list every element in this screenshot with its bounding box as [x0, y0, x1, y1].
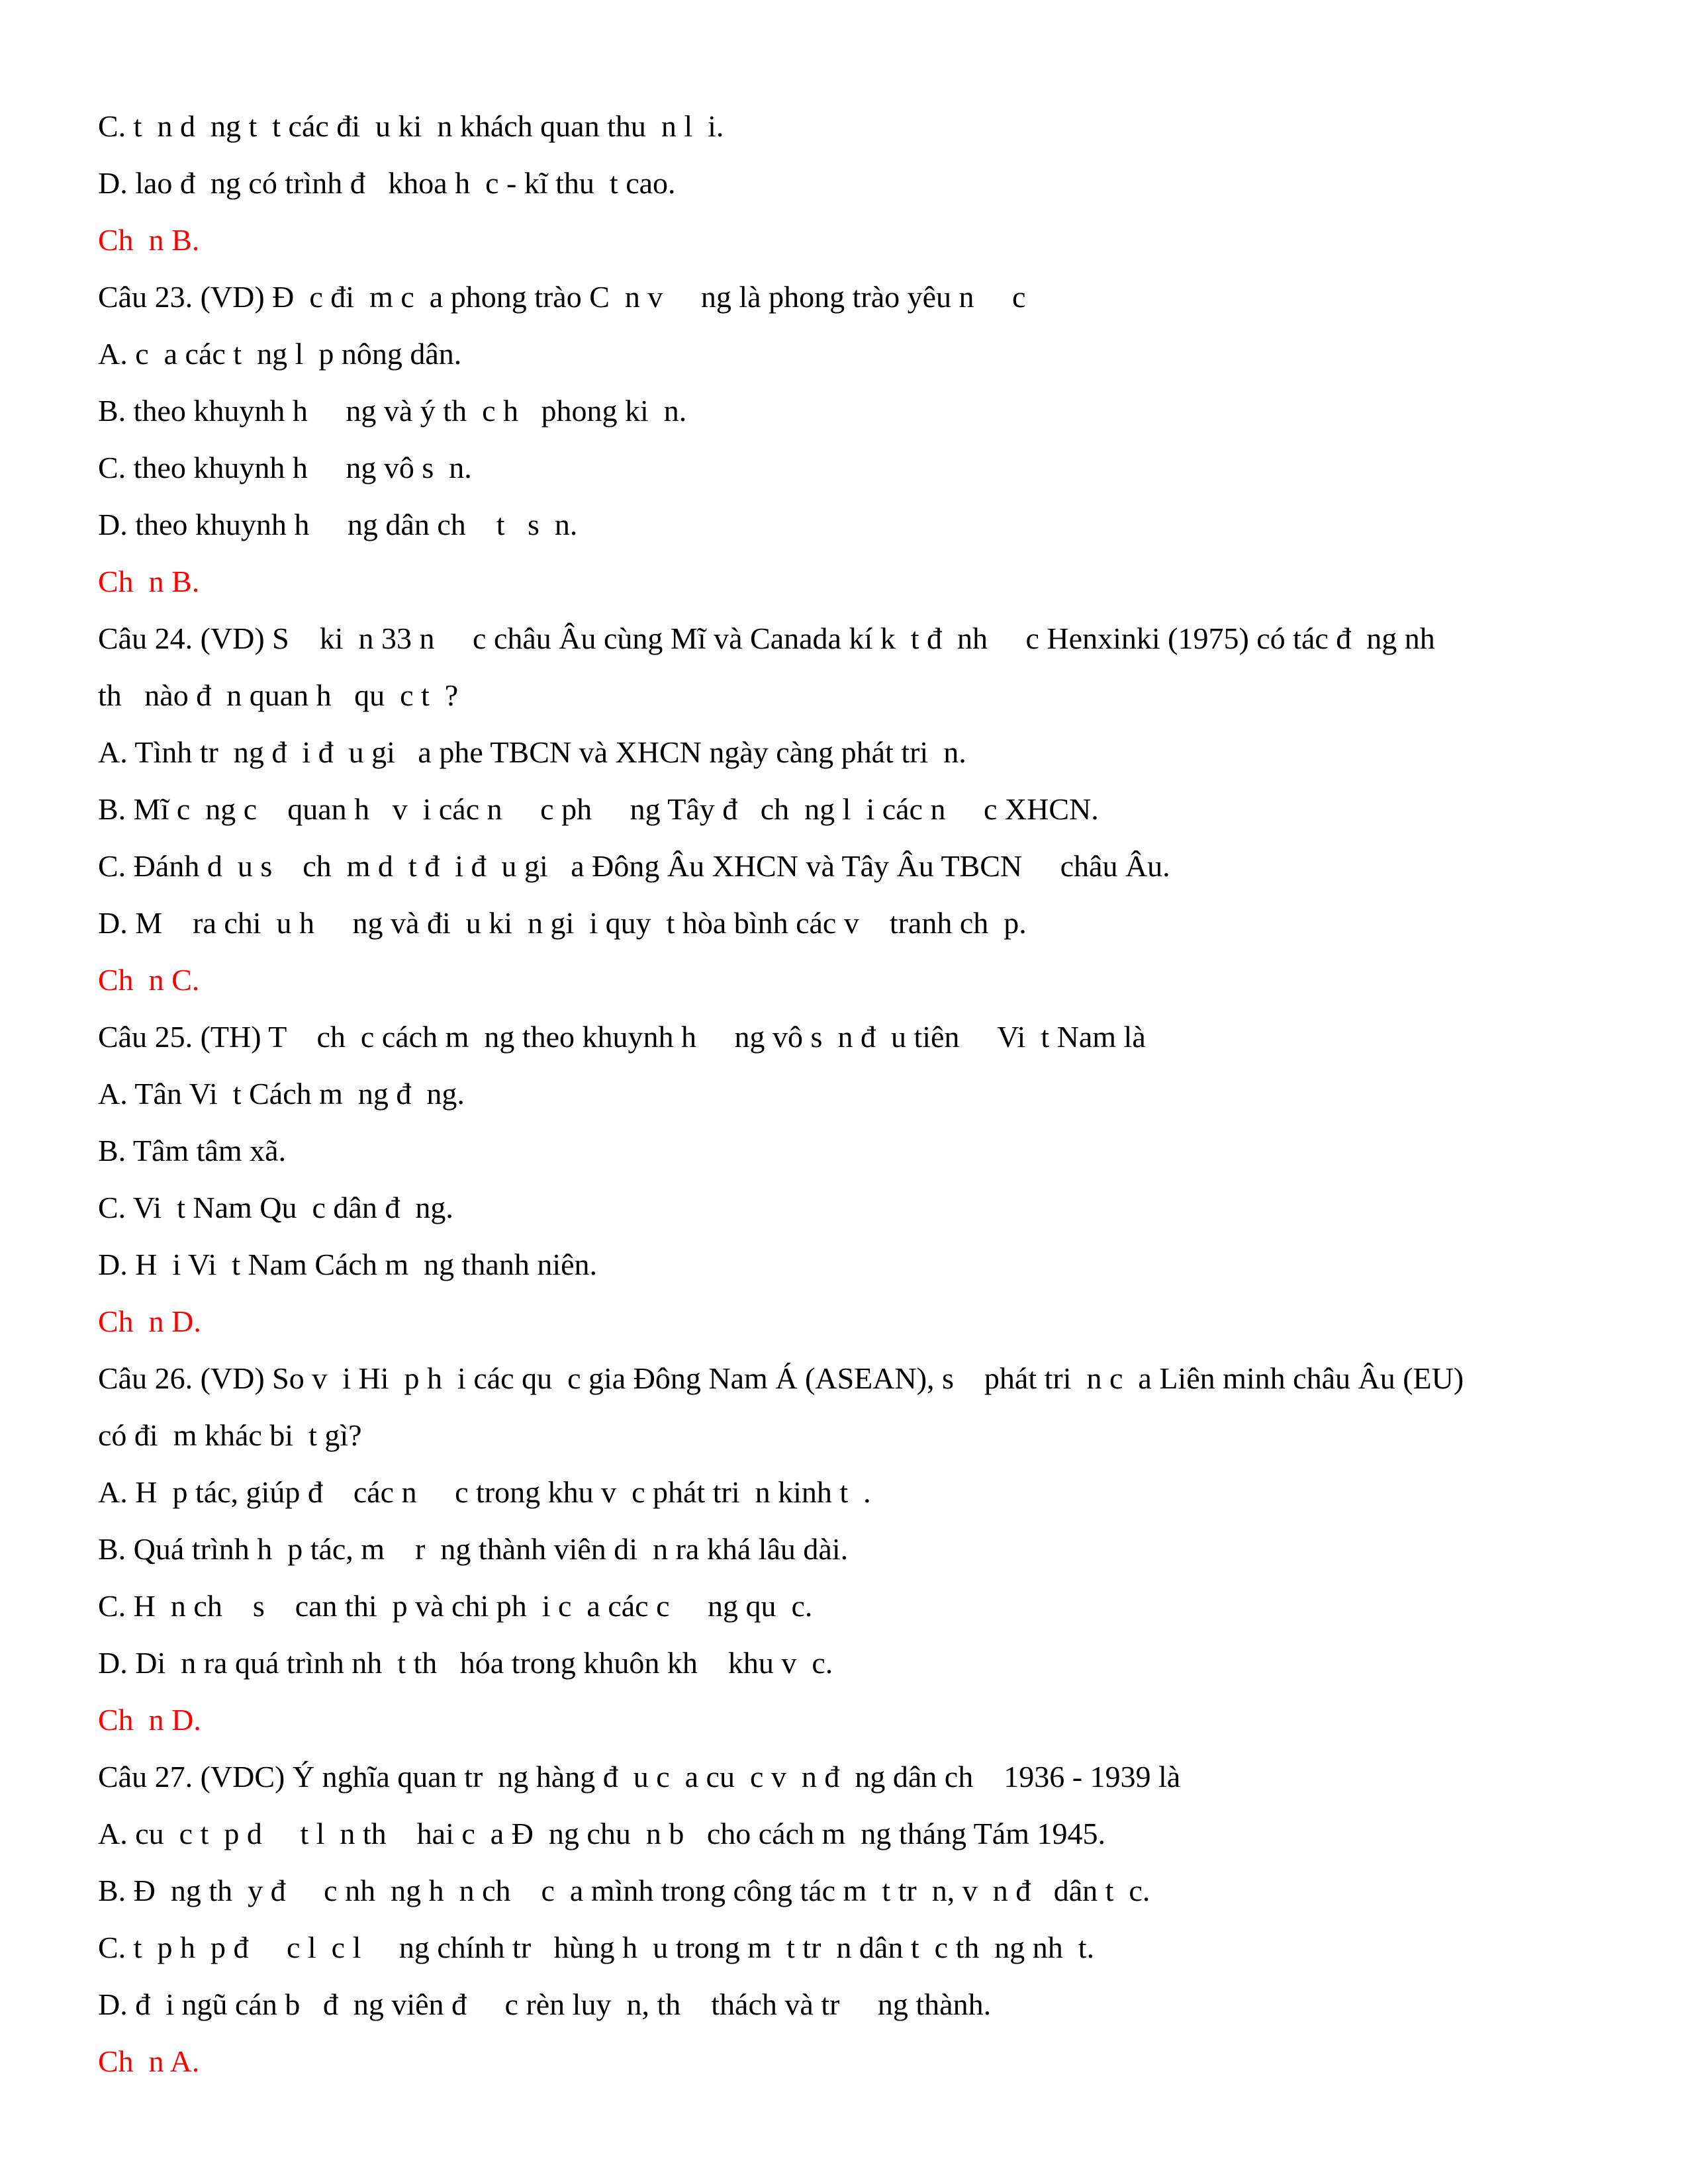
answer-line: Ch n B.	[98, 223, 200, 257]
option-line: C. theo khuynh h ng vô s n.	[98, 451, 472, 484]
option-line: A. Tình tr ng đ i đ u gi a phe TBCN và XHCN ngày càng phát tri n.	[98, 735, 966, 769]
option-line: C. t p h p đ c l c l ng chính tr hùng h u trong m t tr n dân t c th ng nh t.	[98, 1931, 1095, 1964]
option-line: D. lao đ ng có trình đ khoa h c - kĩ thu t cao.	[98, 166, 676, 200]
option-line: D. M ra chi u h ng và đi u ki n gi i quy t hòa bình các v tranh ch p.	[98, 906, 1027, 940]
answer-line: Ch n A.	[98, 2044, 200, 2078]
option-line: B. theo khuynh h ng và ý th c h phong ki n.	[98, 394, 687, 428]
option-line: A. cu c t p d t l n th hai c a Đ ng chu n b cho cách m ng tháng Tám 1945.	[98, 1817, 1105, 1850]
option-line: D. Di n ra quá trình nh t th hóa trong khuôn kh khu v c.	[98, 1646, 833, 1680]
option-line: B. Mĩ c ng c quan h v i các n c ph ng Tây đ ch ng l i các n c XHCN.	[98, 792, 1099, 826]
question-line: th nào đ n quan h qu c t ?	[98, 678, 459, 712]
option-line: B. Tâm tâm xã.	[98, 1134, 287, 1167]
option-line: B. Đ ng th y đ c nh ng h n ch c a mình trong công tác m t tr n, v n đ dân t c.	[98, 1874, 1150, 1907]
question-line: có đi m khác bi t gì?	[98, 1418, 362, 1452]
question-line: Câu 25. (TH) T ch c cách m ng theo khuynh h ng vô s n đ u tiên Vi t Nam là	[98, 1020, 1146, 1054]
option-line: A. Tân Vi t Cách m ng đ ng.	[98, 1077, 465, 1111]
option-line: C. Vi t Nam Qu c dân đ ng.	[98, 1191, 453, 1224]
question-line: Câu 26. (VD) So v i Hi p h i các qu c gia Đông Nam Á (ASEAN), s phát tri n c a Liên minh châu Âu (EU)	[98, 1361, 1464, 1395]
option-line: C. t n d ng t t các đi u ki n khách quan thu n l i.	[98, 109, 724, 143]
option-line: D. đ i ngũ cán b đ ng viên đ c rèn luy n, th thách và tr ng thành.	[98, 1987, 992, 2021]
document-page	[98, 98, 1594, 2090]
option-line: B. Quá trình h p tác, m r ng thành viên di n ra khá lâu dài.	[98, 1532, 849, 1566]
answer-line: Ch n B.	[98, 565, 200, 598]
option-line: D. theo khuynh h ng dân ch t s n.	[98, 508, 578, 541]
option-line: A. H p tác, giúp đ các n c trong khu v c phát tri n kinh t .	[98, 1475, 871, 1509]
option-line: C. Đánh d u s ch m d t đ i đ u gi a Đông Âu XHCN và Tây Âu TBCN châu Âu.	[98, 849, 1170, 883]
answer-line: Ch n D.	[98, 1703, 201, 1737]
option-line: A. c a các t ng l p nông dân.	[98, 337, 462, 371]
option-line: C. H n ch s can thi p và chi ph i c a các c ng qu c.	[98, 1589, 813, 1623]
question-line: Câu 23. (VD) Đ c đi m c a phong trào C n v ng là phong trào yêu n c	[98, 280, 1026, 314]
answer-line: Ch n D.	[98, 1304, 201, 1338]
question-line: Câu 27. (VDC) Ý nghĩa quan tr ng hàng đ u c a cu c v n đ ng dân ch 1936 - 1939 là	[98, 1760, 1181, 1794]
question-line: Câu 24. (VD) S ki n 33 n c châu Âu cùng Mĩ và Canada kí k t đ nh c Henxinki (1975) có tác đ ng nh	[98, 621, 1435, 655]
option-line: D. H i Vi t Nam Cách m ng thanh niên.	[98, 1248, 598, 1281]
answer-line: Ch n C.	[98, 963, 200, 997]
